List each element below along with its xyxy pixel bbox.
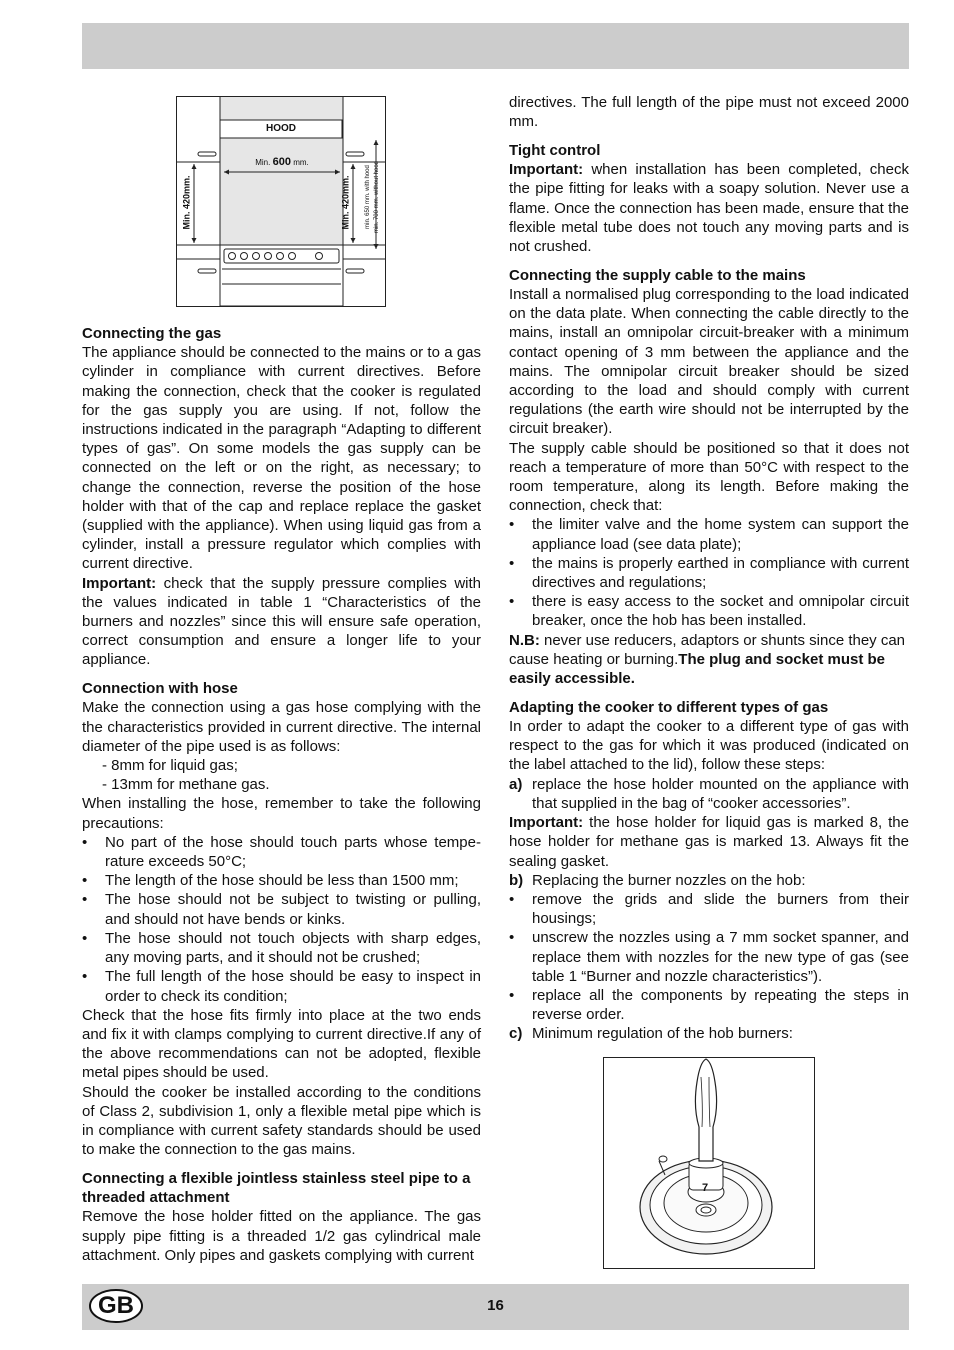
list-item: • unscrew the nozzles using a 7 mm socket spanner, and replace them with nozzles for the new type of gas (see table 1 “Burner and nozzle characteristics”). [509,928,909,986]
list-item: • The full length of the hose should be easy to inspect in order to check its condition; [82,967,481,1005]
min-height-left-label: Min. 420mm. [181,175,192,230]
paragraph: The appliance should be connected to the mains or to a gas cylinder in compliance with current directives. Before making the connection, check that the cooker is regulated for the gas supply you are using. If not, follow the instructions indicated in the paragraph “Adapting to different types of gas”. On some models the gas supply can be connected on the left or on the right, as necessary; to change the connection, reverse the position of the hose holder with that of the cap and replace replace the gasket (supplied with the appliance). When using liquid gas from a cylinder, install a pressure regulator which complies with current directive. [82,344,481,573]
step-label: b) [509,871,524,889]
min-width-unit: mm. [293,158,309,167]
nb-label: N.B: [509,631,540,649]
min-width-prefix: Min. [255,158,271,167]
paragraph [509,813,909,871]
list-item: • there is easy access to the socket and omnipolar circuit breaker, once the hob has been installed. [509,592,909,630]
paragraph: Install a normalised plug corresponding to the load indicated on the data plate. When connecting the cable directly to the mains, install an omnipolar circuit-breaker with a minimum contact opening of 3 mm between the appliance and the mains. The omnipolar circuit breaker should be sized according to the load and should comply with current regulations (the earth wire should not be interrupted by the circuit breaker). [509,286,909,438]
step-label: a) [509,775,523,793]
step-a [509,775,909,813]
min-hood-700-label: min. 700 mm. without hood [374,160,380,234]
important-text: check that the supply pressure complies with the values indicated in table 1 “Characteristics of the burners and nozzles” since this will ensure safe operation, correct consumption and ensure a longer life to your appliance. [82,574,481,669]
nozzle-size-label: 7 [701,1182,709,1194]
step-b [509,871,909,890]
right-column [509,93,909,1044]
nb-bold-text: The plug and socket must be easily accessible. [509,650,885,688]
important-text: when installation has been completed, check the pipe fitting for leaks with a soapy solution. Never use a flame. Once the connection has been made, ensure that the flexible metal tube does not touch any moving parts and is not crushed. [509,161,909,256]
list-item: • remove the grids and slide the burners from their housings; [509,890,909,928]
paragraph: In order to adapt the cooker to a different type of gas with respect to the gas for which it was produced (indicated on the label attached to the lid), follow these steps: [509,718,909,774]
paragraph: directives. The full length of the pipe must not exceed 2000 mm. [509,94,909,131]
list-item: • The hose should not touch objects with sharp edges, any moving parts, and it should not be crushed; [82,929,481,967]
paragraph: Make the connection using a gas hose complying with the the characteristics provided in current directive. The internal diameter of the pipe used is as follows: [82,699,481,755]
paragraph: Should the cooker be installed according to the conditions of Class 2, subdivision 1, only a flexible metal pipe which is in compliance with current safety standards should be used to make the connection to the gas mains. [82,1083,481,1159]
step-text: Minimum regulation of the hob burners: [532,1025,793,1043]
paragraph: Check that the hose fits firmly into place at the two ends and fix it with clamps complying to current directive.If any of the above recommendations can not be adopted, flexible metal pipes should be used. [82,1006,481,1082]
min-height-right-label: Min. 420mm. [340,175,351,230]
section-title-flexible-pipe: Connecting a flexible jointless stainless steel pipe to a threaded attachment [82,1169,471,1207]
section-title-connection-hose: Connection with hose [82,680,238,698]
installation-diagram [176,96,388,308]
header-bar [82,23,909,69]
paragraph: Remove the hose holder fitted on the appliance. The gas supply pipe fitting is a threaded 1/2 gas cylindrical male attachment. Only pipes and gaskets complying with current [82,1208,481,1264]
nozzle-steps-list [509,890,909,1024]
paragraph [82,574,481,670]
burner-adjustment-illustration [603,1057,815,1269]
footer-bar [82,1284,909,1330]
min-width-value: 600 [272,156,291,168]
hood-label: HOOD [266,123,296,134]
left-column [82,324,481,1265]
important-label: Important: [509,814,584,832]
paragraph [509,631,909,689]
list-item: • No part of the hose should touch parts whose tempe-rature exceeds 50°C; [82,833,481,871]
list-item: • The hose should not be subject to twisting or pulling, and should not have bends or kinks. [82,890,481,928]
paragraph: The supply cable should be positioned so that it does not reach a temperature of more than 50°C with respect to the room temperature, along its length. Before making the connection, check that: [509,439,909,515]
important-text: the hose holder for liquid gas is marked 8, the hose holder for methane gas is marked 13. Always fit the sealing gasket. [509,814,909,870]
nb-text: never use reducers, adaptors or shunts since they can cause heating or burning. [509,631,906,668]
min-width-label [224,156,340,169]
cable-checks-list [509,515,909,630]
important-label: Important: [82,574,157,592]
paragraph: When installing the hose, remember to take the following precautions: [82,795,481,832]
list-item: • replace all the components by repeating the steps in reverse order. [509,986,909,1024]
section-title-adapting-gas: Adapting the cooker to different types of gas [509,698,829,716]
section-title-tight-control: Tight control [509,142,601,159]
step-text: Replacing the burner nozzles on the hob: [532,871,806,889]
section-title-connecting-gas: Connecting the gas [82,325,222,342]
important-label: Important: [509,161,584,179]
paragraph [509,160,909,256]
min-hood-650-label: min. 650 mm. with hood [365,165,371,229]
page-number: 16 [487,1297,504,1314]
step-label: c) [509,1025,523,1043]
step-c [509,1024,909,1043]
diameter-liquid-gas: - 8mm for liquid gas; [102,757,238,775]
burner-adjustment-drawing [603,1057,815,1269]
section-title-supply-cable: Connecting the supply cable to the mains [509,266,806,284]
step-text: replace the hose holder mounted on the appliance with that supplied in the bag of “cooker accessories”. [532,775,909,812]
diameter-methane-gas: - 13mm for methane gas. [102,776,270,794]
hose-precautions-list [82,833,481,1006]
list-item: • The length of the hose should be less than 1500 mm; [82,871,481,890]
list-item: • the mains is properly earthed in compliance with current directives and regulations; [509,554,909,592]
country-badge-text: GB [98,1292,134,1319]
list-item: • the limiter valve and the home system can support the appliance load (see data plate); [509,515,909,553]
